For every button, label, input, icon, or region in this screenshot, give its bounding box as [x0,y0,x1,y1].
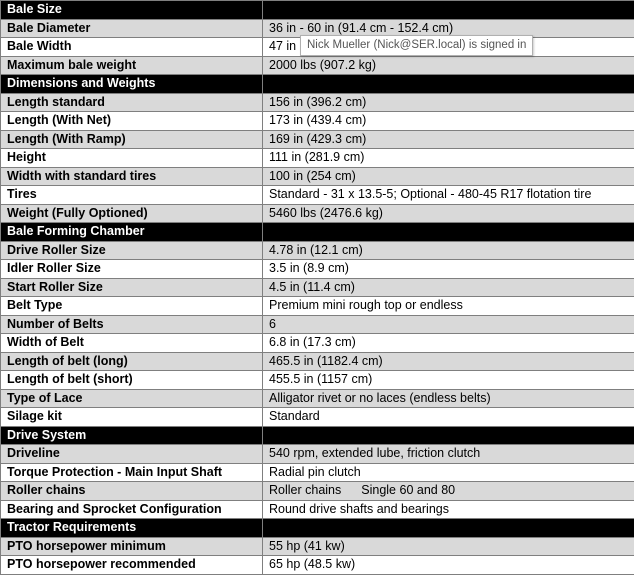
row-label: Type of Lace [1,389,263,408]
row-value: 465.5 in (1182.4 cm) [263,352,634,371]
row-value: 65 hp (48.5 kw) [263,556,634,575]
row-value: 173 in (439.4 cm) [263,112,634,131]
row-label: Driveline [1,445,263,464]
table-row [1,445,634,464]
table-row [1,389,634,408]
table-row [1,204,634,223]
section-header-bale-size [1,1,634,20]
row-value: 100 in (254 cm) [263,167,634,186]
row-value: Alligator rivet or no laces (endless belts) [263,389,634,408]
table-row [1,556,634,575]
row-value-cell [263,482,634,501]
table-row [1,186,634,205]
row-label: Length standard [1,93,263,112]
table-row [1,260,634,279]
row-label: Roller chains [1,482,263,501]
row-label: Idler Roller Size [1,260,263,279]
row-label: Number of Belts [1,315,263,334]
row-label: Width of Belt [1,334,263,353]
row-value: Premium mini rough top or endless [263,297,634,316]
row-label: Length of belt (short) [1,371,263,390]
row-value: 540 rpm, extended lube, friction clutch [263,445,634,464]
section-title: Dimensions and Weights [1,75,263,94]
row-label: Weight (Fully Optioned) [1,204,263,223]
table-row [1,278,634,297]
section-header-tractor-requirements [1,519,634,538]
row-label: PTO horsepower minimum [1,537,263,556]
row-label: Bale Diameter [1,19,263,38]
row-label: Belt Type [1,297,263,316]
row-label: Maximum bale weight [1,56,263,75]
section-title: Tractor Requirements [1,519,263,538]
row-label: Tires [1,186,263,205]
table-row [1,149,634,168]
signed-in-tooltip: Nick Mueller (Nick@SER.local) is signed in [300,35,533,56]
section-title: Drive System [1,426,263,445]
table-row [1,352,634,371]
row-label: Length of belt (long) [1,352,263,371]
section-title: Bale Size [1,1,263,20]
row-label: Torque Protection - Main Input Shaft [1,463,263,482]
row-value: 2000 lbs (907.2 kg) [263,56,634,75]
row-label: Bale Width [1,38,263,57]
section-header-dimensions [1,75,634,94]
row-value: 47 in [263,38,634,57]
row-label: Drive Roller Size [1,241,263,260]
table-row [1,537,634,556]
row-value: Roller chains [269,483,342,498]
table-row [1,371,634,390]
table-row [1,167,634,186]
row-value: Radial pin clutch [263,463,634,482]
row-value: 169 in (429.3 cm) [263,130,634,149]
row-value: Standard [263,408,634,427]
section-title: Bale Forming Chamber [1,223,263,242]
row-value: 111 in (281.9 cm) [263,149,634,168]
row-label: Height [1,149,263,168]
row-value: 455.5 in (1157 cm) [263,371,634,390]
row-label: PTO horsepower recommended [1,556,263,575]
section-header-bale-forming-chamber [1,223,634,242]
table-row [1,93,634,112]
row-label: Length (With Net) [1,112,263,131]
row-value: 55 hp (41 kw) [263,537,634,556]
table-row [1,297,634,316]
table-row [1,408,634,427]
table-row [1,112,634,131]
row-value: 3.5 in (8.9 cm) [263,260,634,279]
row-value: 4.78 in (12.1 cm) [263,241,634,260]
row-label: Start Roller Size [1,278,263,297]
table-row [1,334,634,353]
table-row [1,315,634,334]
table-row [1,241,634,260]
row-value: 4.5 in (11.4 cm) [263,278,634,297]
row-label: Length (With Ramp) [1,130,263,149]
row-value: 5460 lbs (2476.6 kg) [263,204,634,223]
row-value: Standard - 31 x 13.5-5; Optional - 480-45 R17 flotation tire [263,186,634,205]
table-row [1,130,634,149]
row-value: Round drive shafts and bearings [263,500,634,519]
row-value: 6 [263,315,634,334]
row-value: 36 in - 60 in (91.4 cm - 152.4 cm) [263,19,634,38]
row-label: Width with standard tires [1,167,263,186]
row-value: 6.8 in (17.3 cm) [263,334,634,353]
table-row [1,500,634,519]
table-row [1,463,634,482]
row-label: Silage kit [1,408,263,427]
row-value: 156 in (396.2 cm) [263,93,634,112]
table-row [1,482,634,501]
table-row [1,56,634,75]
row-label: Bearing and Sprocket Configuration [1,500,263,519]
section-header-drive-system [1,426,634,445]
row-value-extra: Single 60 and 80 [361,483,456,498]
